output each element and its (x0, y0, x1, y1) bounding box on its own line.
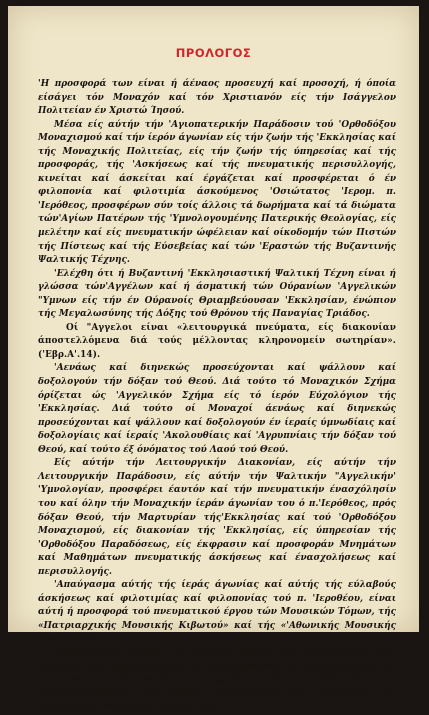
paragraph: 'Ελέχθη ότι ή Βυζαντινή 'Εκκλησιαστική Ψαλτική Τέχνη είναι ή γλώσσα τών'Αγγέλων καί ή άσματική τών Ούρανίων 'Αγγελικών "Υμνων είς τήν έν Ούρανοίς Θριαμβεύουσαν 'Εκκλησίαν, ένώπιον τής Μεγαλωσύνης τής Δόξης τού Θρόνου τής Παναγίας Τριάδος. (38, 268, 396, 320)
paragraph: 'Η προσφορά των είναι ή άέναος προσευχή καί προσοχή, ή όποία είσάγει τόν Μοναχόν καί τόν Χριστιανόν είς τήν Ισάγγελον Πολιτείαν έν Χριστώ Ίησού. (38, 79, 396, 117)
body-text (38, 78, 396, 713)
paragraph: 'Αενάως καί διηνεκώς προσεύχονται καί ψάλλουν καί δοξολογούν τήν δόξαν τού Θεού. Διά τούτο τό Μοναχικόν Σχήμα όρίζεται ώς 'Αγγελικόν Σχήμα είς τό ίερόν Εύχολόγιον τής 'Εκκλησίας. Διά τούτο οί Μοναχοί άενάως καί διηνεκώς προσεύχονται καί ψάλλουν καί δοξολογούν έν ίεραίς ύμνωδίαις καί δοξολογίαις καί ίεραίς 'Ακολουθίαις καί 'Αγρυπνίαις τήν δόξαν τού Θεού, καί τούτο έξ όνόματος τού Λαού τού Θεού. (38, 363, 396, 455)
paragraph: Μέσα είς αύτήν τήν 'Αγιοπατερικήν Παράδοσιν τού 'Ορθοδόξου Μοναχισμού καί τήν ίερόν άγωνίαν είς τήν ζωήν τής 'Εκκλησίας καί τής Μοναχικής Πολιτείας, είς τήν ζωήν τής ύπηρεσίας καί τής προσφοράς, τής 'Ασκήσεως καί τής πνευματικής περισυλλογής, κινείται καί άσκείται καί έργάζεται καί προσφέρεται ό έν φιλοπονία καί φιλοτιμία άσκούμενος 'Οσιώτατος 'Ιερομ. π. 'Ιερόθεος, προσφέρων σύν τοίς άλλοις τά δωρήματα καί τά διώματα τών'Αγίων Πατέρων τής 'Υμνολογουμένης Πατερικής Θεολογίας, είς μελέτην καί είς πνευματικήν ώφέλειαν καί οίκοδομήν τών Πιστών τής Πίστεως καί τής Εύσεβείας καί τών 'Εραστών τής Βυζαντινής Ψαλτικής Τέχνης. (38, 119, 396, 266)
paragraph-quote: Οί "Αγγελοι είναι «λειτουργικά πνεύματα, είς διακονίαν άποστελλόμενα διά τούς μέλλοντας κληρονομείν σωτηρίαν».('Εβρ.Α'.14). (38, 322, 396, 360)
paragraph: 'Απαύγασμα αύτής τής ίεράς άγωνίας καί αύτής τής εύλαβούς άσκήσεως καί φιλοτιμίας καί φιλοπονίας τού π. 'Ιεροθέου, είναι αύτή ή προσφορά τού πνευματικού έργου τών Μουσικών Τόμων, τής «Πατριαρχικής Μουσικής Κιβωτού» καί τής «'Αθωνικής Μουσικής 'Ανθοδέσμης». (38, 580, 396, 645)
page-title: ΠΡΟΛΟΓΟΣ (175, 46, 252, 60)
paragraph: 'Επαινούμεν, λοιπόν, έν Χριστώ 'Ιησού καί συγχαίρομεν άπό καρδίας καί εύχαριστούμεν έν εύγνωμοσύνη τόν εύλαβέστατον έν 'Ιερομονάχοις Φιλοθεΐτην 'Αγιορείτην Μοναχόν,'Αδελφόν καί Πατέρα'Ιερόθεον, τόν ένθεον Μουσουργόν καί 'Εραστήν τής Βυζαντινής Ψαλτικής Τέχνης, διά (38, 647, 396, 713)
book-page (8, 6, 419, 713)
paragraph: Είς αύτήν τήν Λειτουργικήν Διακονίαν, είς αύτήν τήν Λειτουργικήν Παράδοσιν, είς αύτήν τήν Ψαλτικήν "Αγγελικήν' 'Υμνολογίαν, προσφέρει έαυτόν καί τήν πνευματικήν ένασχόλησίν του καί όλην τήν Μοναχικήν ίεράν άγωνίαν του ό π.'Ιερόθεος, πρός δόξαν Θεού, τήν Μαρτυρίαν τής'Εκκλησίας καί τού 'Ορθοδόξου Μοναχισμού, είς διακονίαν τής 'Εκκλησίας, είς ύπηρεσίαν τής 'Ορθοδόξου Παραδόσεως, είς έκφρασιν καί προσφοράν Μνημάτων καί Μαθημάτων πνευματικής άσκήσεως καί ένασχολήσεως καί περισυλλογής. (38, 458, 396, 577)
